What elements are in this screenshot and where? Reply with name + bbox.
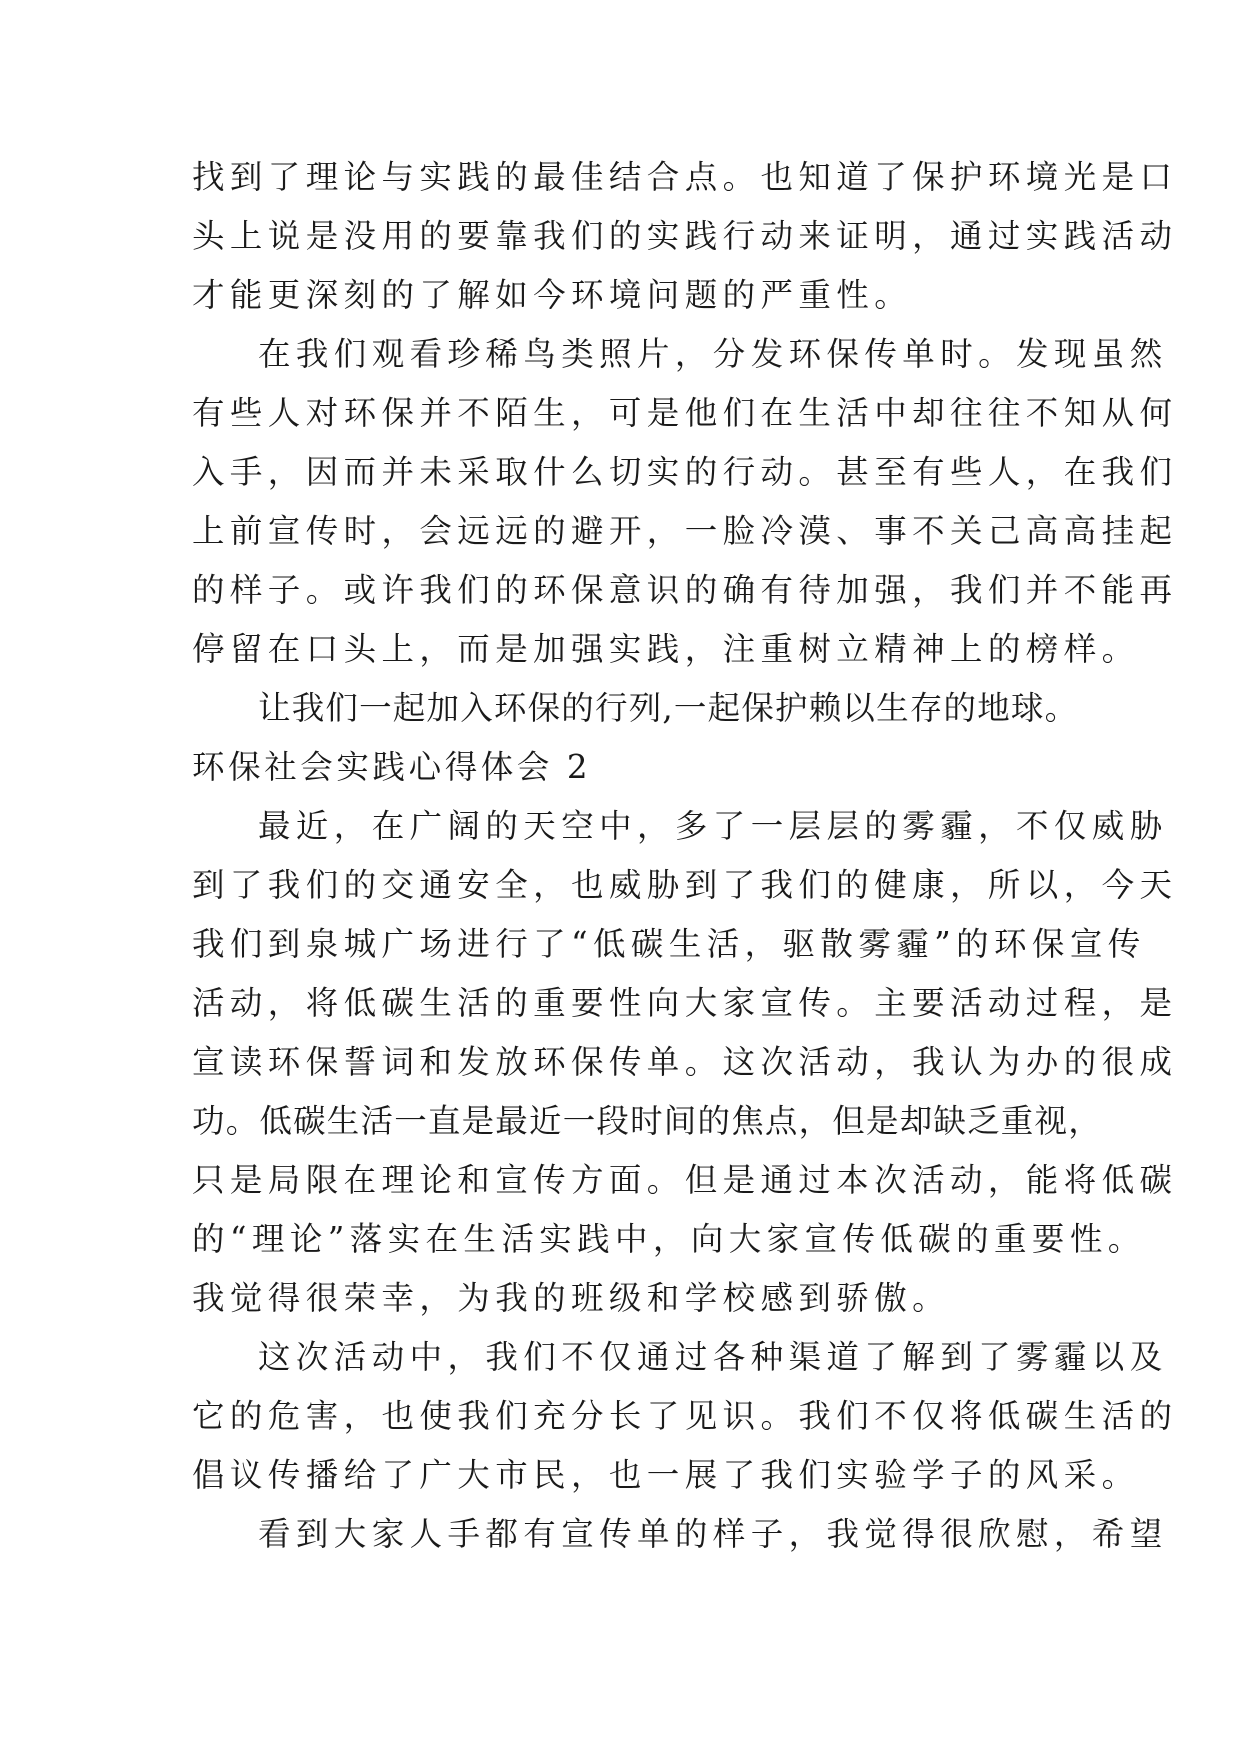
- document-body: [192, 148, 1178, 1564]
- text-line: 找到了理论与实践的最佳结合点。也知道了保护环境光是口: [192, 158, 1178, 196]
- paragraph-first-line: 这次活动中，我们不仅通过各种渠道了解到了雾霾以及: [258, 1338, 1168, 1376]
- text-line: 倡议传播给了广大市民，也一展了我们实验学子的风采。: [192, 1456, 1140, 1494]
- text-line: 才能更深刻的了解如今环境问题的严重性。: [192, 276, 913, 314]
- text-line: 入手，因而并未采取什么切实的行动。甚至有些人，在我们: [192, 453, 1178, 491]
- text-line: 功。低碳生活一直是最近一段时间的焦点，但是却缺乏重视，: [192, 1102, 1102, 1140]
- paragraph-first-line: 看到大家人手都有宣传单的样子，我觉得很欣慰，希望: [258, 1515, 1168, 1553]
- text-line: 只是局限在理论和宣传方面。但是通过本次活动，能将低碳: [192, 1161, 1178, 1199]
- text-line: 到了我们的交通安全，也威胁到了我们的健康，所以，今天: [192, 866, 1178, 904]
- paragraph-first-line: 最近，在广阔的天空中，多了一层层的雾霾，不仅威胁: [258, 807, 1168, 845]
- text-line: 停留在口头上，而是加强实践，注重树立精神上的榜样。: [192, 630, 1140, 668]
- paragraph-first-line: 在我们观看珍稀鸟类照片，分发环保传单时。发现虽然: [258, 335, 1168, 373]
- paragraph-first-line: 让我们一起加入环保的行列,一起保护赖以生存的地球。: [258, 689, 1079, 727]
- text-line: 头上说是没用的要靠我们的实践行动来证明，通过实践活动: [192, 217, 1178, 255]
- text-line: 我们到泉城广场进行了“低碳生活，驱散雾霾”的环保宣传: [192, 925, 1146, 963]
- text-line: 宣读环保誓词和发放环保传单。这次活动，我认为办的很成: [192, 1043, 1178, 1081]
- text-line: 它的危害，也使我们充分长了见识。我们不仅将低碳生活的: [192, 1397, 1178, 1435]
- text-line: 上前宣传时，会远远的避开，一脸冷漠、事不关己高高挂起: [192, 512, 1178, 550]
- text-line: 我觉得很荣幸，为我的班级和学校感到骄傲。: [192, 1279, 951, 1317]
- section-heading: 环保社会实践心得体会 2: [192, 748, 592, 786]
- text-line: 活动，将低碳生活的重要性向大家宣传。主要活动过程，是: [192, 984, 1178, 1022]
- text-line: 的“理论”落实在生活实践中，向大家宣传低碳的重要性。: [192, 1220, 1146, 1258]
- text-line: 的样子。或许我们的环保意识的确有待加强，我们并不能再: [192, 571, 1178, 609]
- text-line: 有些人对环保并不陌生，可是他们在生活中却往往不知从何: [192, 394, 1178, 432]
